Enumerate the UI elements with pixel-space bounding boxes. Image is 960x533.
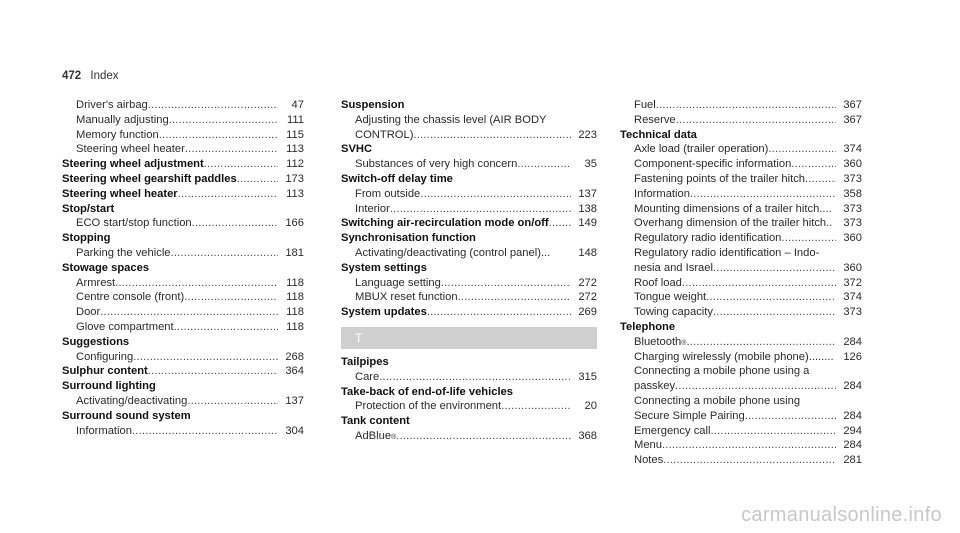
index-entry-text: Steering wheel adjustment <box>62 158 204 171</box>
page-reference[interactable]: 181 <box>285 246 304 259</box>
index-heading: Stopping <box>62 232 111 245</box>
page-section-title: Index <box>90 70 119 82</box>
index-entry <box>620 453 862 468</box>
index-entry-text: Manually adjusting <box>76 113 169 126</box>
page-number: 472 <box>62 70 82 82</box>
index-entry <box>620 364 862 379</box>
page-reference[interactable]: 20 <box>584 400 597 413</box>
dot-leader <box>379 370 571 385</box>
index-entry-text: Secure Simple Pairing <box>634 409 745 422</box>
index-entry-text: Information <box>634 187 690 200</box>
dot-leader <box>420 187 571 202</box>
index-entry-text: Information <box>76 424 132 437</box>
dot-leader <box>390 202 571 217</box>
index-entry-text: Axle load (trailer operation) <box>634 143 769 156</box>
dot-leader <box>501 399 571 414</box>
index-entry-text: Activating/deactivating <box>76 394 188 407</box>
index-entry <box>620 113 862 128</box>
dot-leader <box>174 320 278 335</box>
dot-leader <box>745 409 836 424</box>
index-entry-text: Roof load <box>634 276 682 289</box>
index-heading-entry <box>341 216 597 231</box>
index-heading-entry <box>341 305 597 320</box>
index-entry <box>341 187 597 202</box>
dot-leader <box>458 290 571 305</box>
dot-leader <box>237 172 278 187</box>
index-entry-text: Activating/deactivating (control panel)... <box>355 246 551 259</box>
page-reference[interactable]: 118 <box>286 306 304 319</box>
dot-leader <box>169 113 278 128</box>
index-heading: Suggestions <box>62 335 130 348</box>
page-reference[interactable]: 374 <box>843 143 862 156</box>
index-entry-text: Glove compartment <box>76 320 174 333</box>
index-entry <box>62 305 304 320</box>
index-entry <box>341 113 597 128</box>
dot-leader <box>676 113 836 128</box>
index-entry <box>620 379 862 394</box>
index-entry <box>620 409 862 424</box>
index-entry <box>341 246 597 261</box>
index-heading: Stop/start <box>62 202 115 215</box>
index-entry-text: Connecting a mobile phone using <box>634 394 801 407</box>
dot-leader <box>427 305 571 320</box>
dot-leader <box>441 276 571 291</box>
page-reference[interactable]: 358 <box>843 187 862 200</box>
page-reference[interactable]: 368 <box>578 429 597 442</box>
index-heading: Take-back of end-of-life vehicles <box>341 385 514 398</box>
index-heading-entry <box>62 157 304 172</box>
page-reference[interactable]: 113 <box>286 187 304 200</box>
index-entry-text: Steering wheel heater <box>76 143 185 156</box>
index-entry <box>62 216 304 231</box>
page-reference[interactable]: 47 <box>291 99 304 111</box>
page-reference[interactable]: 138 <box>578 202 597 215</box>
index-entry <box>620 276 862 291</box>
index-entry-text: System updates <box>341 306 427 319</box>
index-entry-text: Parking the vehicle <box>76 246 171 259</box>
index-entry <box>620 350 862 365</box>
index-heading: Synchronisation function <box>341 232 476 245</box>
index-entry-text: Overhang dimension of the trailer hitch.. <box>634 217 833 230</box>
page-reference[interactable]: 166 <box>285 217 304 230</box>
index-entry <box>62 350 304 365</box>
index-entry <box>620 231 862 246</box>
index-entry-text: Fastening points of the trailer hitch <box>634 172 806 185</box>
page-reference[interactable]: 149 <box>578 217 597 230</box>
index-entry-text: Door <box>76 306 101 319</box>
index-entry <box>62 142 304 157</box>
page-reference[interactable]: 367 <box>843 99 862 111</box>
index-entry-text: Regulatory radio identification <box>634 232 782 245</box>
page-reference[interactable]: 112 <box>286 158 304 171</box>
index-entry <box>62 290 304 305</box>
page-header <box>62 70 119 82</box>
index-entry <box>341 399 597 414</box>
index-entry <box>620 216 862 231</box>
page-reference[interactable]: 284 <box>843 380 862 393</box>
section-letter-bar: T <box>341 327 597 349</box>
index-entry-text: Adjusting the chassis level (AIR BODY <box>355 113 547 126</box>
index-entry-text: Regulatory radio identification – Indo- <box>634 246 820 259</box>
index-entry-text: Sulphur content <box>62 365 148 378</box>
index-entry-text: Fuel <box>634 99 656 111</box>
page-reference[interactable]: 284 <box>843 335 862 348</box>
index-entry-text: Steering wheel heater <box>62 187 178 200</box>
index-entry <box>620 187 862 202</box>
index-entry-text: Towing capacity <box>634 306 713 319</box>
index-entry <box>341 370 597 385</box>
page-reference[interactable]: 113 <box>286 143 304 156</box>
index-entry <box>620 98 862 113</box>
index-entry <box>341 128 597 143</box>
index-entry <box>62 128 304 143</box>
index-entry-text: MBUX reset function <box>355 291 458 304</box>
index-column-3 <box>620 98 862 468</box>
page-reference[interactable]: 360 <box>843 232 862 245</box>
index-heading: Tank content <box>341 415 410 428</box>
dot-leader <box>713 305 836 320</box>
index-entry-text: Protection of the environment <box>355 400 502 413</box>
dot-leader <box>184 290 278 305</box>
page-reference[interactable]: 373 <box>843 217 862 230</box>
dot-leader <box>413 128 571 143</box>
index-heading: System settings <box>341 261 427 274</box>
page-reference[interactable]: 373 <box>843 172 862 185</box>
index-entry-text: Centre console (front) <box>76 291 185 304</box>
dot-leader <box>185 142 278 157</box>
index-entry <box>620 394 862 409</box>
index-entry-text: Interior <box>355 202 390 215</box>
dot-leader <box>100 305 278 320</box>
index-heading-entry <box>62 172 304 187</box>
index-entry: AdBlue ® ..... 368 <box>341 429 597 444</box>
page-reference[interactable]: 281 <box>843 454 862 467</box>
dot-leader <box>706 290 836 305</box>
page-reference[interactable]: 374 <box>843 291 862 304</box>
index-entry <box>62 276 304 291</box>
index-entry-text: Substances of very high concern <box>355 158 518 171</box>
index-entry <box>341 157 597 172</box>
index-entry-text: Connecting a mobile phone using a <box>634 365 810 378</box>
index-entry-text: Component-specific information <box>634 158 792 171</box>
index-entry <box>62 394 304 409</box>
index-heading: Stowage spaces <box>62 261 150 274</box>
index-entry-text: Reserve <box>634 113 676 126</box>
index-column-2 <box>341 98 597 444</box>
page-reference[interactable]: 118 <box>286 291 304 304</box>
dot-leader <box>805 172 836 187</box>
index-entry-text: Steering wheel gearshift paddles <box>62 172 237 185</box>
dot-leader <box>662 438 836 453</box>
dot-leader <box>115 276 278 291</box>
page-reference[interactable]: 118 <box>286 320 304 333</box>
index-entry <box>620 424 862 439</box>
index-entry-text: Language setting <box>355 276 441 289</box>
index-entry <box>62 98 304 113</box>
page-reference[interactable]: 111 <box>286 113 304 126</box>
index-entry-text: Armrest <box>76 276 116 289</box>
page-reference[interactable]: 304 <box>285 424 304 437</box>
index-entry <box>62 246 304 261</box>
page-reference[interactable]: 35 <box>584 158 597 171</box>
index-entry <box>620 438 862 453</box>
dot-leader <box>690 187 836 202</box>
index-entry <box>620 142 862 157</box>
page-reference[interactable]: 148 <box>578 246 597 259</box>
index-entry-text: ECO start/stop function <box>76 217 192 230</box>
index-heading: Surround lighting <box>62 380 156 393</box>
index-entry <box>620 157 862 172</box>
dot-leader <box>682 276 836 291</box>
page-reference[interactable]: 137 <box>578 187 597 200</box>
index-heading: Tailpipes <box>341 355 389 368</box>
dot-leader <box>791 157 836 172</box>
page-reference[interactable]: 269 <box>578 306 597 319</box>
index-entry-text: AdBlue <box>355 429 392 442</box>
dot-leader <box>178 187 278 202</box>
page-reference[interactable]: 272 <box>578 276 597 289</box>
dot-leader <box>148 364 278 379</box>
page-reference[interactable]: 294 <box>843 424 862 437</box>
dot-leader <box>710 424 836 439</box>
index-heading: Telephone <box>620 320 676 333</box>
dot-leader <box>663 453 836 468</box>
dot-leader <box>781 231 836 246</box>
index-entry-text: Configuring <box>76 350 134 363</box>
page-reference[interactable]: 137 <box>285 394 304 407</box>
index-entry-text: nesia and Israel <box>634 261 713 274</box>
index-entry-text: Bluetooth <box>634 335 682 348</box>
page-reference[interactable]: 373 <box>843 306 862 319</box>
dot-leader <box>675 379 836 394</box>
dot-leader <box>192 216 278 231</box>
page-reference[interactable]: 272 <box>578 291 597 304</box>
index-entry-text: Mounting dimensions of a trailer hitch.... <box>634 202 832 215</box>
index-entry <box>62 424 304 439</box>
dot-leader <box>713 261 836 276</box>
dot-leader <box>656 98 836 113</box>
page-reference[interactable]: 284 <box>843 409 862 422</box>
index-entry <box>341 276 597 291</box>
index-entry-text: Switching air-recirculation mode on/off <box>341 217 549 230</box>
dot-leader <box>133 350 278 365</box>
page-reference[interactable]: 126 <box>843 350 862 363</box>
page-reference[interactable]: 360 <box>843 158 862 171</box>
dot-leader <box>549 216 571 231</box>
dot-leader <box>187 394 278 409</box>
index-entry: Bluetooth ® ..... 284 <box>620 335 862 350</box>
index-heading: Switch-off delay time <box>341 172 453 185</box>
index-entry <box>62 113 304 128</box>
index-entry-text: Emergency call <box>634 424 711 437</box>
index-entry <box>620 305 862 320</box>
index-entry <box>620 172 862 187</box>
watermark: carmanualsonline.info <box>741 504 942 526</box>
dot-leader <box>132 424 278 439</box>
page-reference[interactable]: 173 <box>285 172 304 185</box>
index-entry-text: Care <box>355 370 380 383</box>
index-heading-entry <box>62 364 304 379</box>
dot-leader <box>686 335 836 350</box>
index-entry-text: From outside <box>355 187 421 200</box>
index-entry-text: CONTROL) <box>355 128 414 141</box>
index-entry-text: passkey <box>634 380 676 393</box>
index-heading-entry <box>62 187 304 202</box>
page-reference[interactable]: 223 <box>578 128 597 141</box>
index-entry <box>341 202 597 217</box>
page-reference[interactable]: 115 <box>286 128 304 141</box>
index-entry-text: Menu <box>634 439 662 452</box>
index-heading: SVHC <box>341 143 373 156</box>
dot-leader <box>204 157 278 172</box>
index-heading: Technical data <box>620 128 697 141</box>
index-entry <box>620 246 862 261</box>
index-heading: Surround sound system <box>62 409 191 422</box>
dot-leader <box>768 142 836 157</box>
dot-leader <box>396 429 571 444</box>
index-column-1 <box>62 98 304 438</box>
dot-leader <box>517 157 571 172</box>
index-entry-text: Memory function <box>76 128 159 141</box>
index-entry <box>341 290 597 305</box>
index-entry-text: Notes <box>634 454 664 467</box>
index-entry-text: Driver's airbag <box>76 99 148 111</box>
index-entry <box>620 261 862 276</box>
page-reference[interactable]: 367 <box>843 113 862 126</box>
index-entry-text: Charging wirelessly (mobile phone)........ <box>634 350 834 363</box>
page-reference[interactable]: 118 <box>286 276 304 289</box>
index-entry <box>620 202 862 217</box>
dot-leader <box>171 246 278 261</box>
index-heading: Suspension <box>341 99 405 111</box>
index-entry-text: Tongue weight <box>634 291 707 304</box>
index-entry <box>620 290 862 305</box>
page-reference[interactable]: 268 <box>285 350 304 363</box>
dot-leader <box>148 98 278 113</box>
index-entry <box>62 320 304 335</box>
page-reference[interactable]: 315 <box>578 370 597 383</box>
page-reference[interactable]: 364 <box>285 365 304 378</box>
page-reference[interactable]: 360 <box>843 261 862 274</box>
page-reference[interactable]: 284 <box>843 439 862 452</box>
page-reference[interactable]: 372 <box>843 276 862 289</box>
dot-leader <box>159 128 278 143</box>
page-reference[interactable]: 373 <box>843 202 862 215</box>
